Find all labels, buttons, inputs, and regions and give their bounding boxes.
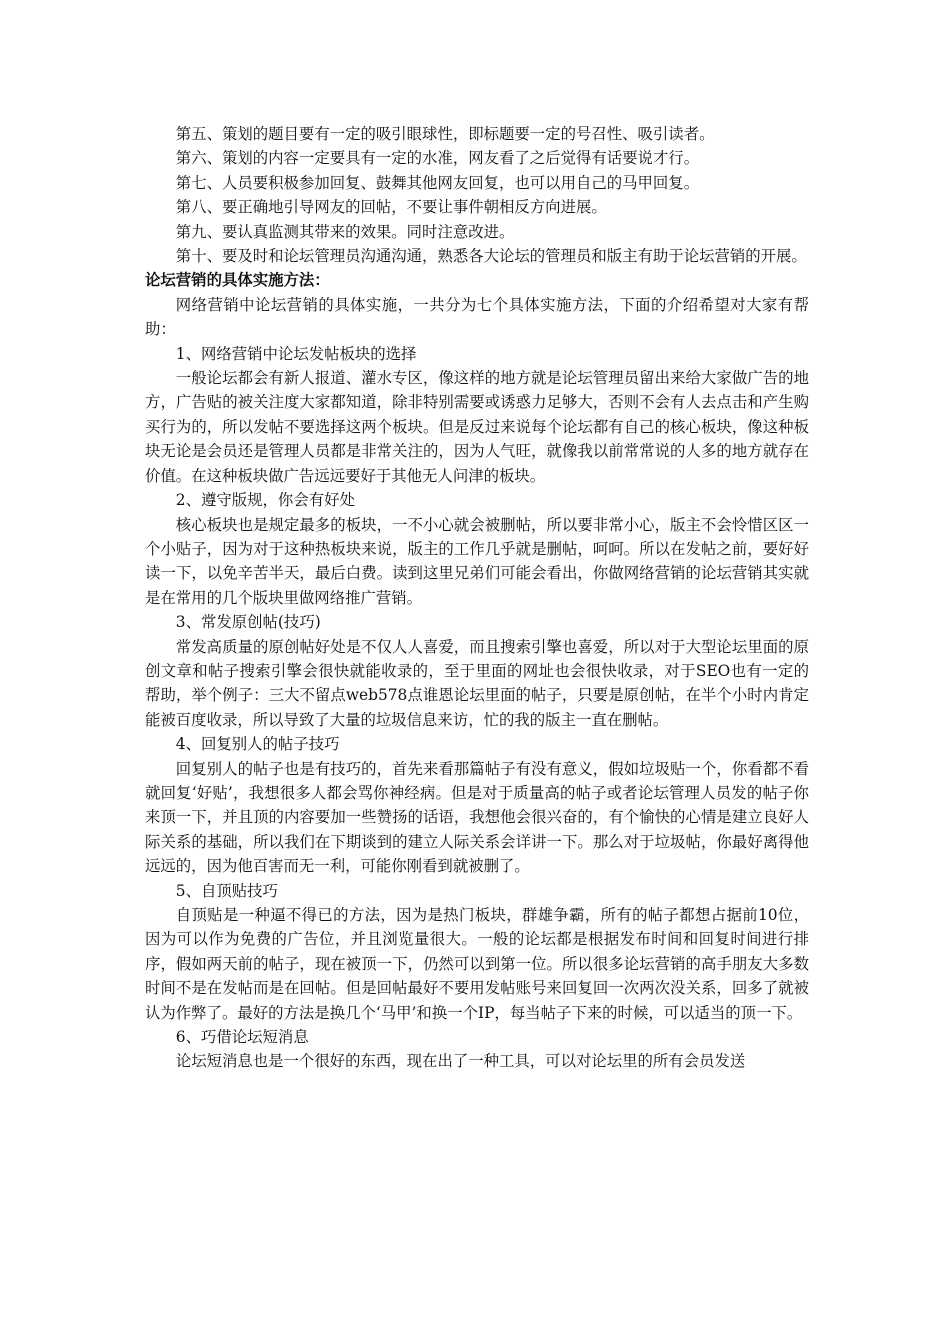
subheading-3: 3、常发原创帖(技巧) [175, 613, 321, 632]
document-page [145, 122, 809, 1074]
paragraph-5: 自顶贴是一种逼不得已的方法，因为是热门板块，群雄争霸，所有的帖子都想占据前10位，因为可以作为免费的广告位，并且浏览量很大。一般的论坛都是根据发布时间和回复时间进行排序，假如两天前的帖子，现在被顶一下，仍然可以到第一位。所以很多论坛营销的高手朋友大多数时间不是在发帖而是在回帖。但是回帖最好不要用发帖账号来回复回一次两次没关系，回多了就被认为作弊了。最好的方法是换几个‘马甲’和换一个IP，每当帖子下来的时候，可以适当的顶一下。 [145, 906, 809, 1022]
paragraph-point-7: 第七、人员要积极参加回复、鼓舞其他网友回复，也可以用自己的马甲回复。 [175, 173, 700, 192]
subheading-2: 2、遵守版规，你会有好处 [175, 491, 355, 510]
paragraph-point-6: 第六、策划的内容一定要具有一定的水准，网友看了之后觉得有话要说才行。 [175, 149, 700, 168]
paragraph-3: 常发高质量的原创帖好处是不仅人人喜爱，而且搜索引擎也喜爱，所以对于大型论坛里面的原创文章和帖子搜索引擎会很快就能收录的，至于里面的网址也会很快收录，对于SEO也有一定的帮助，举个例子：三大不留点web578点谁恩论坛里面的帖子，只要是原创帖，在半个小时内肯定能被百度收录，所以导致了大量的垃圾信息来访，忙的我的版主一直在删帖。 [145, 637, 809, 729]
paragraph-1: 一般论坛都会有新人报道、灌水专区，像这样的地方就是论坛管理员留出来给大家做广告的地方，广告贴的被关注度大家都知道，除非特别需要或诱惑力足够大，否则不会有人去点击和产生购买行为的，所以发帖不要选择这两个板块。但是反过来说每个论坛都有自己的核心板块，像这种板块无论是会员还是管理人员都是非常关注的，因为人气旺，就像我以前常常说的人多的地方就存在价值。在这种板块做广告远远要好于其他无人问津的板块。 [145, 369, 809, 485]
paragraph-point-10: 第十、要及时和论坛管理员沟通沟通，熟悉各大论坛的管理员和版主有助于论坛营销的开展。 [175, 247, 807, 266]
paragraph-point-9: 第九、要认真监测其带来的效果。同时注意改进。 [175, 222, 515, 241]
subheading-4: 4、回复别人的帖子技巧 [175, 735, 340, 754]
paragraph-2: 核心板块也是规定最多的板块，一不小心就会被删帖，所以要非常小心，版主不会怜惜区区一个小贴子，因为对于这种热板块来说，版主的工作几乎就是删帖，呵呵。所以在发帖之前，要好好读一下，以免辛苦半天，最后白费。读到这里兄弟们可能会看出，你做网络营销的论坛营销其实就是在常用的几个版块里做网络推广营销。 [145, 515, 809, 607]
section-heading: 论坛营销的具体实施方法： [145, 271, 330, 290]
paragraph-point-5: 第五、策划的题目要有一定的吸引眼球性，即标题要一定的号召性、吸引读者。 [175, 125, 715, 143]
subheading-6: 6、巧借论坛短消息 [175, 1028, 309, 1047]
subheading-1: 1、网络营销中论坛发帖板块的选择 [175, 344, 417, 363]
subheading-5: 5、自顶贴技巧 [175, 881, 278, 900]
paragraph-point-8: 第八、要正确地引导网友的回帖，不要让事件朝相反方向进展。 [175, 198, 607, 217]
paragraph-4: 回复别人的帖子也是有技巧的，首先来看那篇帖子有没有意义，假如垃圾贴一个，你看都不看就回复‘好贴’，我想很多人都会骂你神经病。但是对于质量高的帖子或者论坛管理人员发的帖子你来顶一下，并且顶的内容要加一些赞扬的话语，我想他会很兴奋的，有个愉快的心情是建立良好人际关系的基础，所以我们在下期谈到的建立人际关系会详讲一下。那么对于垃圾帖，你最好离得他远远的，因为他百害而无一利，可能你刚看到就被删了。 [145, 759, 809, 876]
paragraph-intro: 网络营销中论坛营销的具体实施，一共分为七个具体实施方法，下面的介绍希望对大家有帮助： [145, 295, 809, 339]
paragraph-6: 论坛短消息也是一个很好的东西，现在出了一种工具，可以对论坛里的所有会员发送 [175, 1052, 746, 1071]
